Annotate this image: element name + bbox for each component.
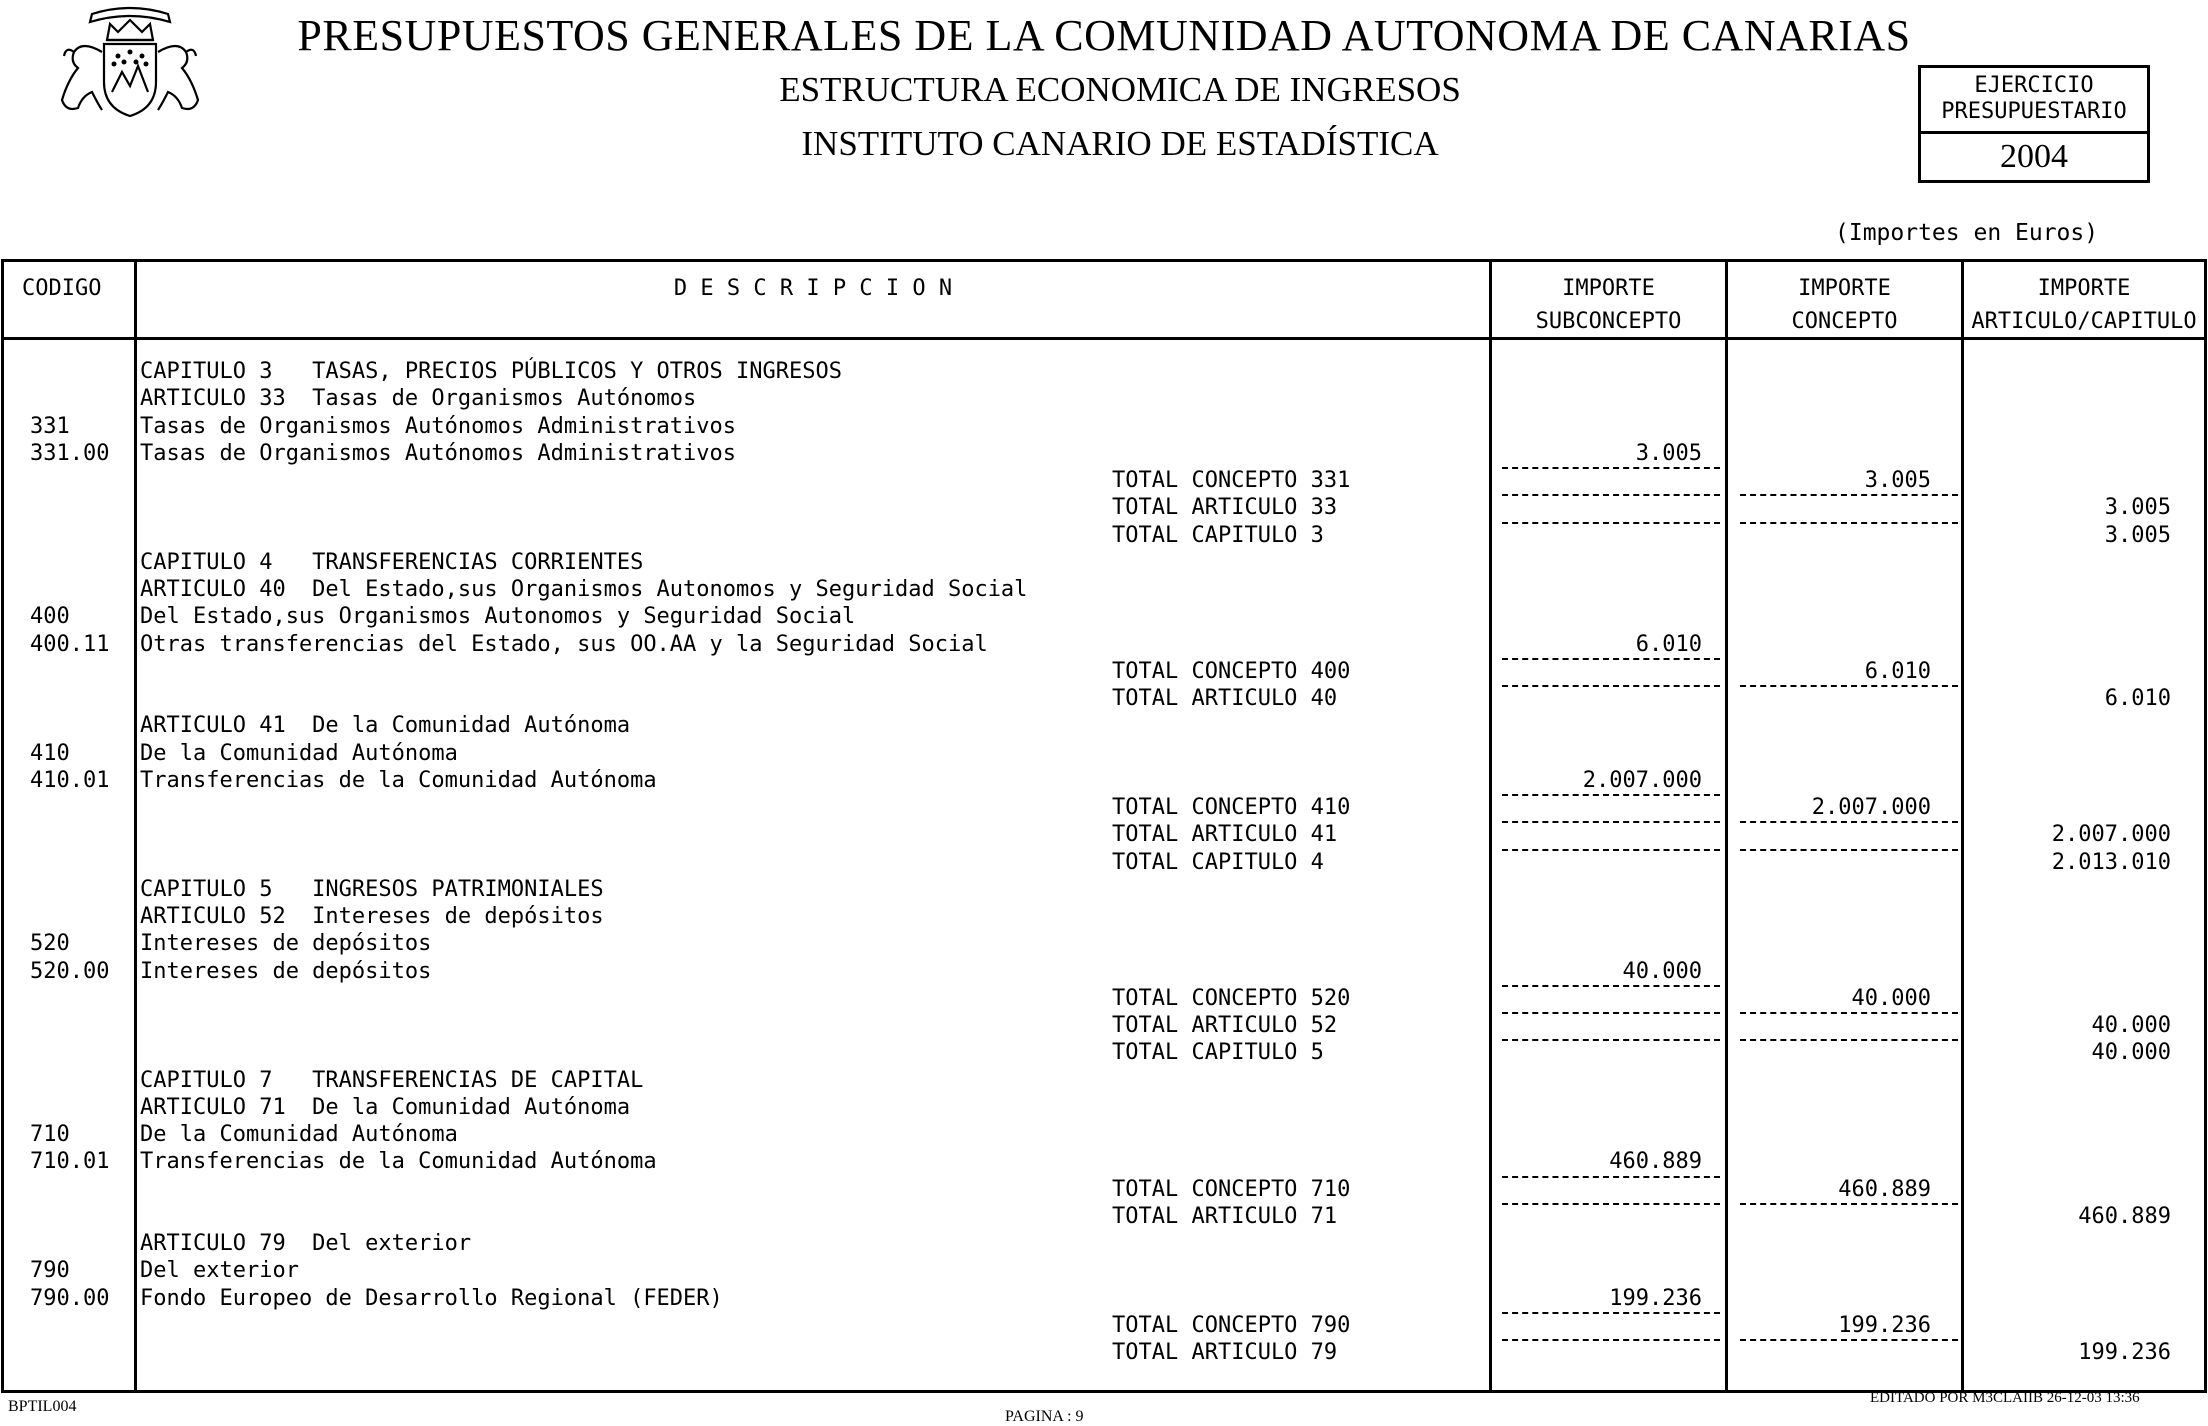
row-description: Intereses de depósitos — [140, 931, 432, 957]
total-row — [0, 849, 2208, 876]
row-description: ARTICULO 79 Del exterior — [140, 1231, 472, 1256]
col-header-line: IMPORTE — [1562, 276, 1655, 301]
row-code: 790 — [30, 1258, 70, 1284]
report-title: PRESUPUESTOS GENERALES DE LA COMUNIDAD AUTONOMA DE CANARIAS — [297, 11, 1911, 60]
total-row — [0, 1339, 2208, 1366]
importe-concepto: 460.889 — [1838, 1176, 1931, 1202]
row-code: 410.01 — [30, 767, 110, 793]
row-description: ARTICULO 52 Intereses de depósitos — [140, 904, 604, 929]
total-label: TOTAL CONCEPTO 790 — [1112, 1312, 1351, 1338]
importe-articulo-capitulo: 460.889 — [2078, 1203, 2171, 1229]
col-header-line: CONCEPTO — [1791, 309, 1898, 334]
table-row — [0, 603, 2208, 630]
ejercicio-label — [1921, 68, 2147, 134]
entity-name: INSTITUTO CANARIO DE ESTADÍSTICA — [801, 124, 1439, 163]
col-header-line: IMPORTE — [1798, 276, 1891, 301]
total-row — [0, 1312, 2208, 1339]
row-description: Transferencias de la Comunidad Autónoma — [140, 767, 657, 793]
dashed-rule — [1502, 1176, 1720, 1178]
row-description: Fondo Europeo de Desarrollo Regional (FEDER) — [140, 1285, 723, 1311]
table-row — [0, 440, 2208, 467]
importe-articulo-capitulo: 3.005 — [2104, 522, 2171, 548]
dashed-rule — [1740, 1039, 1958, 1041]
table-row — [0, 413, 2208, 440]
dashed-rule — [1502, 849, 1720, 851]
table-row — [0, 903, 2208, 930]
row-description: Del Estado,sus Organismos Autonomos y Seguridad Social — [140, 604, 856, 630]
dashed-rule — [1502, 1312, 1720, 1314]
importe-subconcepto: 460.889 — [1609, 1149, 1702, 1175]
dashed-rule — [1740, 522, 1958, 524]
importe-articulo-capitulo: 3.005 — [2104, 495, 2171, 521]
row-description: Otras transferencias del Estado, sus OO.AA y la Seguridad Social — [140, 631, 988, 657]
row-code: 790.00 — [30, 1285, 110, 1311]
row-description: CAPITULO 5 INGRESOS PATRIMONIALES — [140, 876, 604, 902]
table-row — [0, 767, 2208, 794]
total-row — [0, 821, 2208, 848]
table-row — [0, 1230, 2208, 1257]
total-row — [0, 658, 2208, 685]
dashed-rule — [1502, 467, 1720, 469]
row-code: 400 — [30, 604, 70, 630]
col-header-concepto — [1728, 272, 1961, 338]
total-label: TOTAL CAPITULO 5 — [1112, 1040, 1324, 1066]
importe-articulo-capitulo: 2.007.000 — [2051, 822, 2171, 848]
total-row — [0, 494, 2208, 521]
total-label: TOTAL ARTICULO 71 — [1112, 1203, 1338, 1229]
total-row — [0, 1012, 2208, 1039]
total-row — [0, 1203, 2208, 1230]
dashed-rule — [1740, 1339, 1958, 1341]
row-description: Intereses de depósitos — [140, 958, 432, 984]
row-description: De la Comunidad Autónoma — [140, 740, 458, 766]
col-header-line: IMPORTE — [2037, 276, 2131, 301]
importe-concepto: 6.010 — [1864, 658, 1931, 684]
dashed-rule — [1502, 685, 1720, 687]
row-code: 710 — [30, 1122, 70, 1147]
total-label: TOTAL ARTICULO 79 — [1112, 1340, 1338, 1365]
col-header-articulo-capitulo — [1964, 272, 2204, 338]
importe-articulo-capitulo: 40.000 — [2091, 1013, 2171, 1038]
row-description: ARTICULO 40 Del Estado,sus Organismos Autonomos y Seguridad Social — [140, 577, 1028, 602]
table-row — [0, 576, 2208, 603]
table-row — [0, 876, 2208, 903]
ejercicio-label-line1: EJERCICIO — [1974, 73, 2094, 98]
col-header-line: ARTICULO/CAPITULO — [1971, 309, 2197, 334]
total-label: TOTAL ARTICULO 52 — [1112, 1013, 1338, 1038]
total-label: TOTAL CONCEPTO 520 — [1112, 985, 1351, 1011]
row-description: ARTICULO 41 De la Comunidad Autónoma — [140, 713, 631, 739]
row-description: Tasas de Organismos Autónomos Administrativos — [140, 440, 737, 466]
table-row — [0, 740, 2208, 767]
row-code: 331 — [30, 413, 70, 439]
edited-by-note: EDITADO POR M3CLAIIB 26-12-03 13:36 — [1870, 1390, 2140, 1406]
table-row — [0, 712, 2208, 739]
table-row — [0, 1285, 2208, 1312]
total-row — [0, 522, 2208, 549]
dashed-rule — [1502, 1012, 1720, 1014]
dashed-rule — [1502, 522, 1720, 524]
total-label: TOTAL CONCEPTO 410 — [1112, 795, 1351, 820]
table-row — [0, 1094, 2208, 1121]
importe-subconcepto: 40.000 — [1622, 958, 1702, 984]
row-description: ARTICULO 71 De la Comunidad Autónoma — [140, 1094, 631, 1120]
table-row — [0, 1148, 2208, 1175]
dashed-rule — [1502, 794, 1720, 796]
ejercicio-label-line2: PRESUPUESTARIO — [1941, 99, 2127, 124]
col-header-line: SUBCONCEPTO — [1535, 309, 1682, 334]
total-row — [0, 794, 2208, 821]
row-code: 410 — [30, 740, 70, 766]
total-row — [0, 985, 2208, 1012]
dashed-rule — [1740, 494, 1958, 496]
total-label: TOTAL CONCEPTO 331 — [1112, 468, 1351, 493]
page-number: PAGINA : 9 — [1005, 1408, 1084, 1425]
total-label: TOTAL CONCEPTO 400 — [1112, 658, 1351, 684]
importe-articulo-capitulo: 40.000 — [2091, 1040, 2171, 1066]
importe-concepto: 199.236 — [1838, 1312, 1931, 1338]
row-description: Transferencias de la Comunidad Autónoma — [140, 1149, 657, 1175]
table-row — [0, 549, 2208, 576]
report-subtitle: ESTRUCTURA ECONOMICA DE INGRESOS — [779, 70, 1461, 109]
importe-articulo-capitulo: 6.010 — [2104, 686, 2171, 711]
report-code: BPTIL004 — [8, 1398, 77, 1415]
row-description: De la Comunidad Autónoma — [140, 1122, 458, 1147]
importe-subconcepto: 6.010 — [1635, 631, 1702, 657]
total-label: TOTAL ARTICULO 41 — [1112, 822, 1338, 848]
importe-concepto: 3.005 — [1864, 468, 1931, 493]
table-row — [0, 631, 2208, 658]
importe-concepto: 40.000 — [1851, 985, 1931, 1011]
dashed-rule — [1502, 494, 1720, 496]
total-label: TOTAL CONCEPTO 710 — [1112, 1176, 1351, 1202]
importe-articulo-capitulo: 199.236 — [2078, 1340, 2171, 1365]
total-label: TOTAL CAPITULO 3 — [1112, 522, 1324, 548]
table-row — [0, 958, 2208, 985]
row-description: CAPITULO 7 TRANSFERENCIAS DE CAPITAL — [140, 1067, 644, 1093]
dashed-rule — [1502, 1203, 1720, 1205]
units-note: (Importes en Euros) — [1835, 220, 2099, 246]
importe-subconcepto: 2.007.000 — [1582, 767, 1702, 793]
col-header-subconcepto — [1492, 272, 1725, 338]
ejercicio-year: 2004 — [2000, 138, 2068, 175]
total-label: TOTAL CAPITULO 4 — [1112, 849, 1324, 875]
table-row — [0, 385, 2208, 412]
table-row — [0, 1121, 2208, 1148]
dashed-rule — [1740, 821, 1958, 823]
dashed-rule — [1740, 849, 1958, 851]
dashed-rule — [1502, 1039, 1720, 1041]
table-row — [0, 358, 2208, 385]
row-description: ARTICULO 33 Tasas de Organismos Autónomos — [140, 386, 697, 412]
dashed-rule — [1740, 1012, 1958, 1014]
row-description: CAPITULO 4 TRANSFERENCIAS CORRIENTES — [140, 549, 644, 575]
dashed-rule — [1502, 985, 1720, 987]
row-code: 520 — [30, 931, 70, 957]
dashed-rule — [1502, 821, 1720, 823]
dashed-rule — [1502, 658, 1720, 660]
row-code: 331.00 — [30, 440, 110, 466]
dashed-rule — [1502, 1339, 1720, 1341]
table-row — [0, 1067, 2208, 1094]
dashed-rule — [1740, 685, 1958, 687]
row-description: Del exterior — [140, 1258, 299, 1284]
row-code: 710.01 — [30, 1149, 110, 1175]
row-code: 520.00 — [30, 958, 110, 984]
col-header-codigo: CODIGO — [22, 276, 102, 301]
total-label: TOTAL ARTICULO 33 — [1112, 495, 1338, 521]
row-description: CAPITULO 3 TASAS, PRECIOS PÚBLICOS Y OTROS INGRESOS — [140, 359, 842, 384]
row-code: 400.11 — [30, 631, 110, 657]
col-header-descripcion: D E S C R I P C I O N — [673, 276, 953, 301]
ejercicio-box — [1918, 65, 2150, 183]
table-row — [0, 1257, 2208, 1284]
dashed-rule — [1740, 1203, 1958, 1205]
total-row — [0, 685, 2208, 712]
table-row — [0, 930, 2208, 957]
importe-subconcepto: 199.236 — [1609, 1285, 1702, 1311]
importe-articulo-capitulo: 2.013.010 — [2051, 849, 2171, 875]
importe-subconcepto: 3.005 — [1635, 440, 1702, 466]
total-label: TOTAL ARTICULO 40 — [1112, 686, 1338, 711]
total-row — [0, 467, 2208, 494]
importe-concepto: 2.007.000 — [1811, 795, 1931, 820]
total-row — [0, 1176, 2208, 1203]
row-description: Tasas de Organismos Autónomos Administrativos — [140, 413, 737, 439]
total-row — [0, 1039, 2208, 1066]
